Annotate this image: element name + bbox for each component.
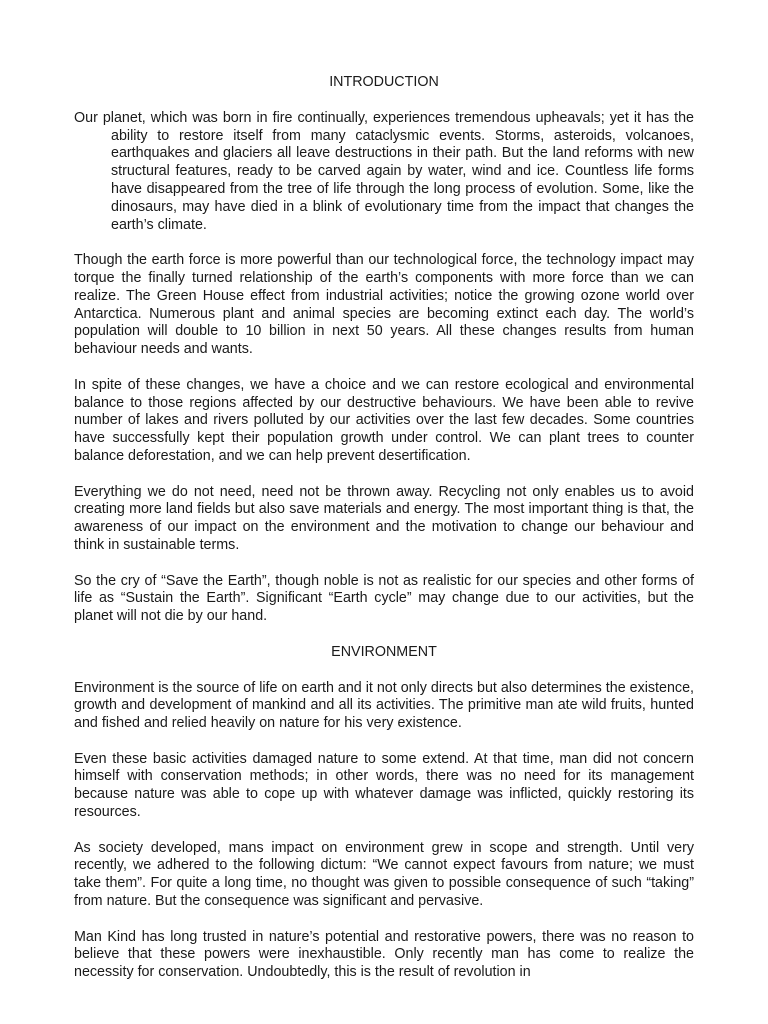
section-heading-environment: ENVIRONMENT <box>331 643 437 660</box>
paragraph: Our planet, which was born in fire continually, experiences tremendous upheavals; yet it has the ability to restore itself from many cataclysmic events. Storms, asteroids, volcanoes, earthquakes and glaciers all leave destructions in their path. But the land reforms with new structural features, ready to be carved again by water, wind and ice. Countless life forms have disappeared from the tree of life through the long process of evolution. Some, like the dinosaurs, may have died in a blink of evolutionary time from the impact that changes the earth’s climate. <box>74 109 694 233</box>
paragraph: So the cry of “Save the Earth”, though noble is not as realistic for our species and other forms of life as “Sustain the Earth”. Significant “Earth cycle” may change due to our activities, but the planet will not die by our hand. <box>74 572 694 625</box>
paragraph: Environment is the source of life on earth and it not only directs but also determines the existence, growth and development of mankind and all its activities. The primitive man ate wild fruits, hunted and fished and relied heavily on nature for his very existence. <box>74 679 694 732</box>
paragraph: Though the earth force is more powerful than our technological force, the technology impact may torque the finally turned relationship of the earth’s components with more force than we can realize. The Green House effect from industrial activities; notice the growing ozone world over Antarctica. Numerous plant and animal species are becoming extinct each day. The world’s population will double to 10 billion in next 50 years. All these changes results from human behaviour needs and wants. <box>74 252 694 358</box>
paragraph: As society developed, mans impact on environment grew in scope and strength. Until very recently, we adhered to the following dictum: “We cannot expect favours from nature; we must take them”. For quite a long time, no thought was given to possible consequence of such “taking” from nature. But the consequence was significant and pervasive. <box>74 839 694 910</box>
paragraph: In spite of these changes, we have a choice and we can restore ecological and environmental balance to those regions affected by our destructive behaviours. We have been able to revive number of lakes and rivers polluted by our activities over the last few decades. Some countries have successfully kept their population growth under control. We can plant trees to counter balance deforestation, and we can help prevent desertification. <box>74 376 694 464</box>
document-body <box>74 74 694 1000</box>
paragraph: Man Kind has long trusted in nature’s potential and restorative powers, there was no reason to believe that these powers were inexhaustible. Only recently man has come to realize the necessity for conservation. Undoubtedly, this is the result of revolution in <box>74 928 694 981</box>
section-heading-introduction: INTRODUCTION <box>329 74 439 90</box>
paragraph: Even these basic activities damaged nature to some extend. At that time, man did not concern himself with conservation methods; in other words, there was no need for its management because nature was able to cope up with whatever damage was inflicted, quickly restoring its resources. <box>74 750 694 821</box>
paragraph: Everything we do not need, need not be thrown away. Recycling not only enables us to avoid creating more land fields but also save materials and energy. The most important thing is that, the awareness of our impact on the environment and the motivation to change our behaviour and think in sustainable terms. <box>74 483 694 553</box>
